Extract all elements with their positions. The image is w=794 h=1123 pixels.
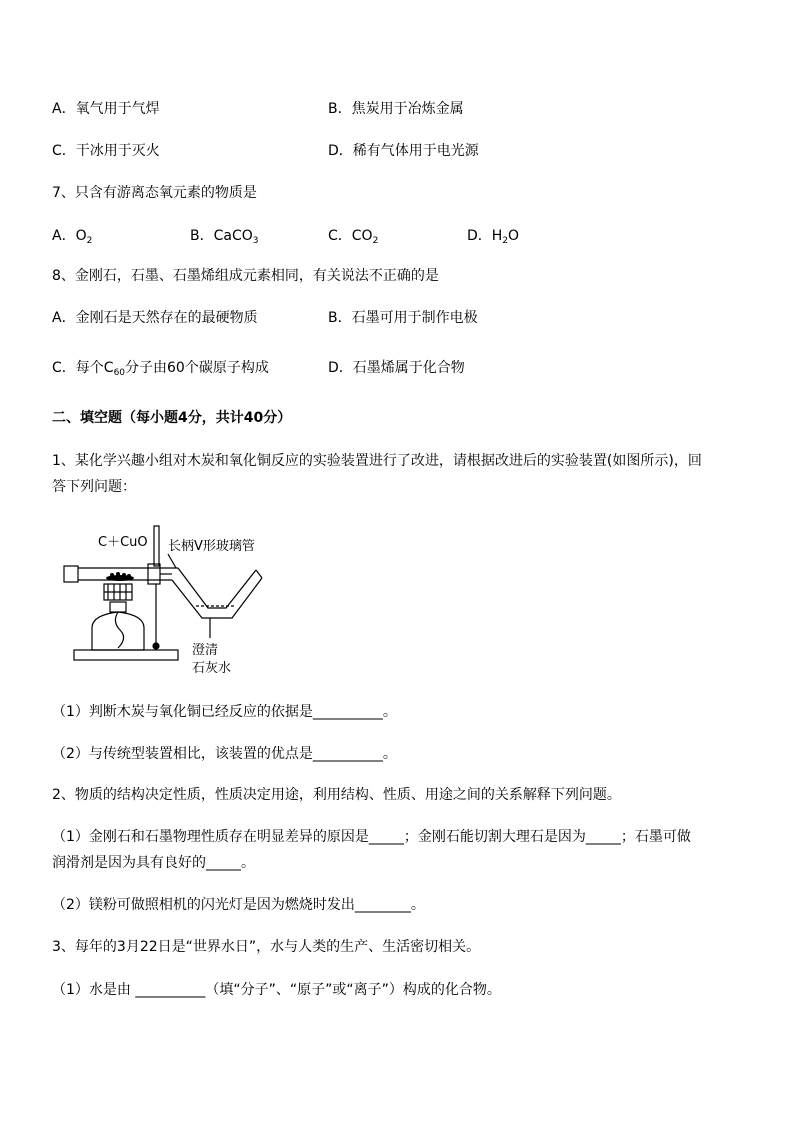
q7-option-d: D．$H_2O$ (467, 228, 520, 246)
q7-stem: 7、只含有游离态氧元素的物质是 (52, 185, 257, 201)
alcohol-lamp (92, 612, 144, 650)
p1-stem-line2: 答下列问题： (52, 479, 136, 495)
v-tube-bottom (172, 578, 262, 618)
p1-sub1: （1）判断木炭与氧化铜已经反应的依据是__________。 (52, 704, 397, 720)
q6-option-a: A．氧气用于气焊 (52, 101, 160, 117)
p1-stem-line1: 1、某化学兴趣小组对木炭和氧化铜反应的实验装置进行了改进，请根据改进后的实验装置(如图所示)，回 (52, 453, 702, 469)
tube-stopper (64, 566, 78, 582)
q8-option-c: C．每个$C_{60}$分子由60个碳原子构成 (52, 360, 269, 378)
thermometer (154, 526, 159, 566)
q8-option-a: A．金刚石是天然存在的最硬物质 (52, 310, 258, 326)
p2-sub1-line2: 润滑剂是因为具有良好的_____。 (52, 855, 255, 871)
p2-sub1-line1: （1）金刚石和石墨物理性质存在明显差异的原因是_____；金刚石能切割大理石是因为_____；石墨可做 (52, 829, 691, 845)
p3-stem: 3、每年的3月22日是“世界水日”，水与人类的生产、生活密切相关。 (52, 939, 481, 955)
label-limewater-2: 石灰水 (192, 661, 232, 676)
q7-option-b: B．CaCO$_3$ (190, 228, 259, 246)
label-limewater-1: 澄清 (192, 643, 219, 658)
p2-sub2: （2）镁粉可做照相机的闪光灯是因为燃烧时发出________。 (52, 897, 425, 913)
q8-option-d: D．石墨烯属于化合物 (328, 360, 465, 376)
lamp-wick (115, 612, 123, 648)
stand-foot (153, 643, 159, 649)
lamp-neck (110, 602, 126, 612)
section-heading: 二、填空题（每小题4分，共计40分） (52, 410, 292, 426)
q8-stem: 8、金刚石，石墨、石墨烯组成元素相同，有关说法不正确的是 (52, 268, 439, 284)
p3-sub1: （1）水是由 __________（填“分子”、“原子”或“离子”）构成的化合物。 (52, 982, 501, 998)
q6-option-c: C．干冰用于灭火 (52, 143, 160, 159)
reactants-powder (106, 572, 134, 581)
q7-option-a: A．$O_2$ (52, 228, 93, 246)
label-reactants: C＋CuO (98, 535, 148, 550)
p1-sub2: （2）与传统型装置相比，该装置的优点是__________。 (52, 746, 397, 762)
apparatus-figure (60, 520, 270, 680)
label-v-tube: 长柄V形玻璃管 (168, 539, 255, 554)
apparatus-diagram (60, 520, 270, 680)
q7-option-c: C．$CO_2$ (328, 228, 379, 246)
q6-option-d: D．稀有气体用于电光源 (328, 143, 479, 159)
p2-stem: 2、物质的结构决定性质，性质决定用途，利用结构、性质、用途之间的关系解释下列问题。 (52, 787, 621, 803)
clamp (148, 564, 160, 584)
stand-base (74, 650, 178, 660)
q6-option-b: B．焦炭用于冶炼金属 (328, 101, 464, 117)
q8-option-b: B．石墨可用于制作电极 (328, 310, 478, 326)
